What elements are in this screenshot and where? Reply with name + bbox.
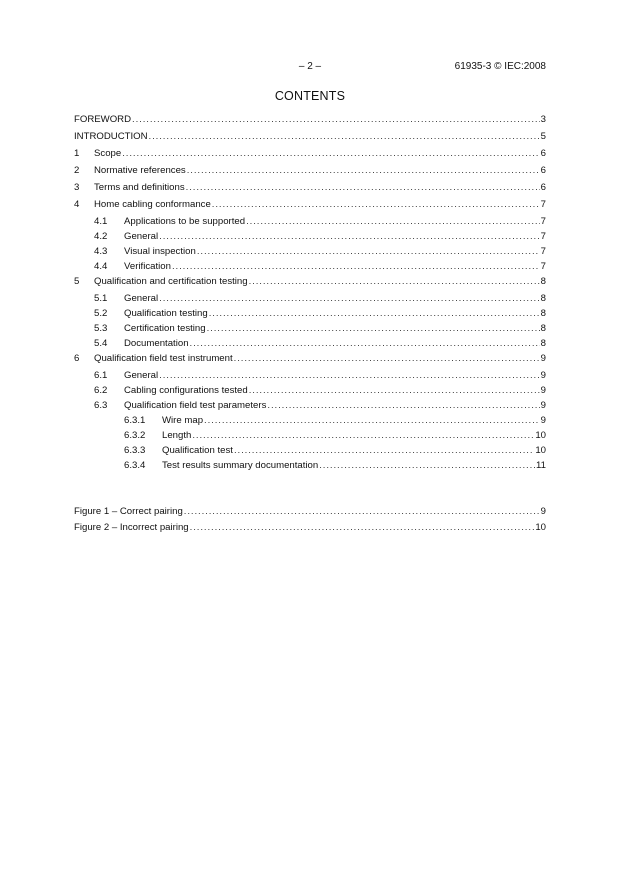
toc-leader-dots <box>246 216 540 228</box>
toc-entry-number: 5.4 <box>94 338 108 349</box>
toc-entry-number: 5 <box>74 276 80 287</box>
figure-entry-label: Figure 1 – Correct pairing <box>74 506 183 517</box>
toc-entry[interactable] <box>74 385 546 400</box>
toc-entry-number: 3 <box>74 182 80 193</box>
toc-entry-page: 7 <box>540 216 546 227</box>
toc-entry-page: 8 <box>540 308 546 319</box>
toc-entry[interactable] <box>74 165 546 182</box>
toc-entry-label: Home cabling conformance <box>94 199 211 210</box>
toc-entry-label: General <box>124 370 159 381</box>
toc-entry-page: 7 <box>540 231 546 242</box>
toc-entry-number: 4.4 <box>94 261 108 272</box>
toc-entry[interactable] <box>74 370 546 385</box>
toc-leader-dots <box>207 323 540 335</box>
toc-entry[interactable] <box>74 415 546 430</box>
toc-entry-label: Visual inspection <box>124 246 196 257</box>
toc-entry-page: 6 <box>540 148 546 159</box>
toc-entry-label: Qualification field test instrument <box>94 353 233 364</box>
toc-leader-dots <box>149 131 540 143</box>
toc-leader-dots <box>187 165 540 177</box>
toc-entry[interactable] <box>74 445 546 460</box>
toc-leader-dots <box>204 415 540 427</box>
toc-entry-label: Wire map <box>162 415 204 426</box>
toc-entry-number: 4.1 <box>94 216 108 227</box>
table-of-contents <box>74 114 546 475</box>
toc-entry[interactable] <box>74 293 546 308</box>
toc-leader-dots <box>184 506 540 518</box>
toc-entry-number: 5.3 <box>94 323 108 334</box>
toc-leader-dots <box>159 231 540 243</box>
toc-entry-page: 9 <box>540 415 546 426</box>
toc-entry[interactable] <box>74 338 546 353</box>
toc-leader-dots <box>234 445 534 457</box>
toc-entry-label: Normative references <box>94 165 186 176</box>
toc-entry[interactable] <box>74 131 546 148</box>
contents-title: CONTENTS <box>274 89 346 103</box>
toc-entry[interactable] <box>74 400 546 415</box>
toc-entry-number: 6.2 <box>94 385 108 396</box>
toc-entry-page: 8 <box>540 323 546 334</box>
toc-entry-label: General <box>124 231 159 242</box>
toc-entry-label: Documentation <box>124 338 189 349</box>
toc-entry[interactable] <box>74 323 546 338</box>
toc-entry[interactable] <box>74 353 546 370</box>
toc-entry-label: Certification testing <box>124 323 206 334</box>
toc-entry[interactable] <box>74 430 546 445</box>
toc-entry-page: 7 <box>540 199 546 210</box>
toc-entry-page: 8 <box>540 276 546 287</box>
toc-entry-label: Applications to be supported <box>124 216 246 227</box>
page-number: – 2 – <box>298 61 322 72</box>
toc-entry-label: Cabling configurations tested <box>124 385 248 396</box>
toc-entry-label: INTRODUCTION <box>74 131 148 142</box>
toc-entry-page: 9 <box>540 353 546 364</box>
toc-leader-dots <box>122 148 539 160</box>
toc-entry-page: 7 <box>540 261 546 272</box>
toc-entry-page: 11 <box>536 460 546 471</box>
document-id: 61935-3 © IEC:2008 <box>454 61 546 72</box>
toc-entry[interactable] <box>74 246 546 261</box>
toc-entry[interactable] <box>74 460 546 475</box>
toc-entry[interactable] <box>74 114 546 131</box>
figure-entry-page: 10 <box>535 522 546 533</box>
toc-entry-page: 8 <box>540 338 546 349</box>
toc-entry-label: General <box>124 293 159 304</box>
toc-leader-dots <box>190 522 535 534</box>
toc-entry-number: 6.3.1 <box>124 415 146 426</box>
toc-entry[interactable] <box>74 182 546 199</box>
toc-entry[interactable] <box>74 276 546 293</box>
toc-entry-number: 6.3.2 <box>124 430 146 441</box>
toc-entry-number: 6.1 <box>94 370 108 381</box>
toc-entry-label: Test results summary documentation <box>162 460 319 471</box>
toc-entry-label: Length <box>162 430 192 441</box>
toc-entry-label: FOREWORD <box>74 114 132 125</box>
toc-entry-page: 10 <box>535 445 546 456</box>
toc-entry-number: 4.2 <box>94 231 108 242</box>
toc-leader-dots <box>172 261 540 273</box>
list-of-figures <box>74 506 546 538</box>
toc-entry-label: Scope <box>94 148 122 159</box>
toc-leader-dots <box>319 460 535 472</box>
toc-entry-number: 4.3 <box>94 246 108 257</box>
toc-entry-label: Qualification testing <box>124 308 208 319</box>
toc-entry-number: 2 <box>74 165 80 176</box>
toc-entry-page: 5 <box>540 131 546 142</box>
toc-entry-page: 6 <box>540 165 546 176</box>
toc-entry[interactable] <box>74 148 546 165</box>
toc-entry[interactable] <box>74 261 546 276</box>
figure-entry[interactable] <box>74 522 546 538</box>
toc-leader-dots <box>212 199 540 211</box>
toc-entry-page: 7 <box>540 246 546 257</box>
toc-entry[interactable] <box>74 199 546 216</box>
toc-entry-label: Qualification field test parameters <box>124 400 267 411</box>
toc-entry[interactable] <box>74 216 546 231</box>
toc-leader-dots <box>186 182 540 194</box>
toc-entry-number: 1 <box>74 148 80 159</box>
toc-leader-dots <box>249 385 540 397</box>
toc-entry-page: 9 <box>540 385 546 396</box>
toc-entry-label: Terms and definitions <box>94 182 185 193</box>
toc-entry-number: 4 <box>74 199 80 210</box>
toc-leader-dots <box>132 114 540 126</box>
toc-leader-dots <box>234 353 540 365</box>
toc-entry-number: 5.2 <box>94 308 108 319</box>
toc-entry-label: Qualification test <box>162 445 233 456</box>
toc-leader-dots <box>190 338 540 350</box>
toc-entry-page: 10 <box>535 430 546 441</box>
toc-entry-page: 9 <box>540 400 546 411</box>
toc-entry-page: 8 <box>540 293 546 304</box>
toc-entry[interactable] <box>74 231 546 246</box>
toc-leader-dots <box>159 370 540 382</box>
toc-leader-dots <box>192 430 534 442</box>
toc-entry-number: 6.3 <box>94 400 108 411</box>
figure-entry[interactable] <box>74 506 546 522</box>
figure-entry-page: 9 <box>540 506 546 517</box>
toc-entry-page: 6 <box>540 182 546 193</box>
toc-leader-dots <box>209 308 540 320</box>
toc-leader-dots <box>197 246 540 258</box>
figure-entry-label: Figure 2 – Incorrect pairing <box>74 522 189 533</box>
toc-entry-number: 6.3.4 <box>124 460 146 471</box>
toc-leader-dots <box>267 400 539 412</box>
toc-entry-page: 3 <box>540 114 546 125</box>
toc-entry-label: Qualification and certification testing <box>94 276 248 287</box>
toc-entry-number: 5.1 <box>94 293 108 304</box>
toc-entry-label: Verification <box>124 261 171 272</box>
toc-entry-number: 6 <box>74 353 80 364</box>
toc-leader-dots <box>159 293 540 305</box>
toc-entry[interactable] <box>74 308 546 323</box>
toc-leader-dots <box>249 276 540 288</box>
toc-entry-page: 9 <box>540 370 546 381</box>
toc-entry-number: 6.3.3 <box>124 445 146 456</box>
